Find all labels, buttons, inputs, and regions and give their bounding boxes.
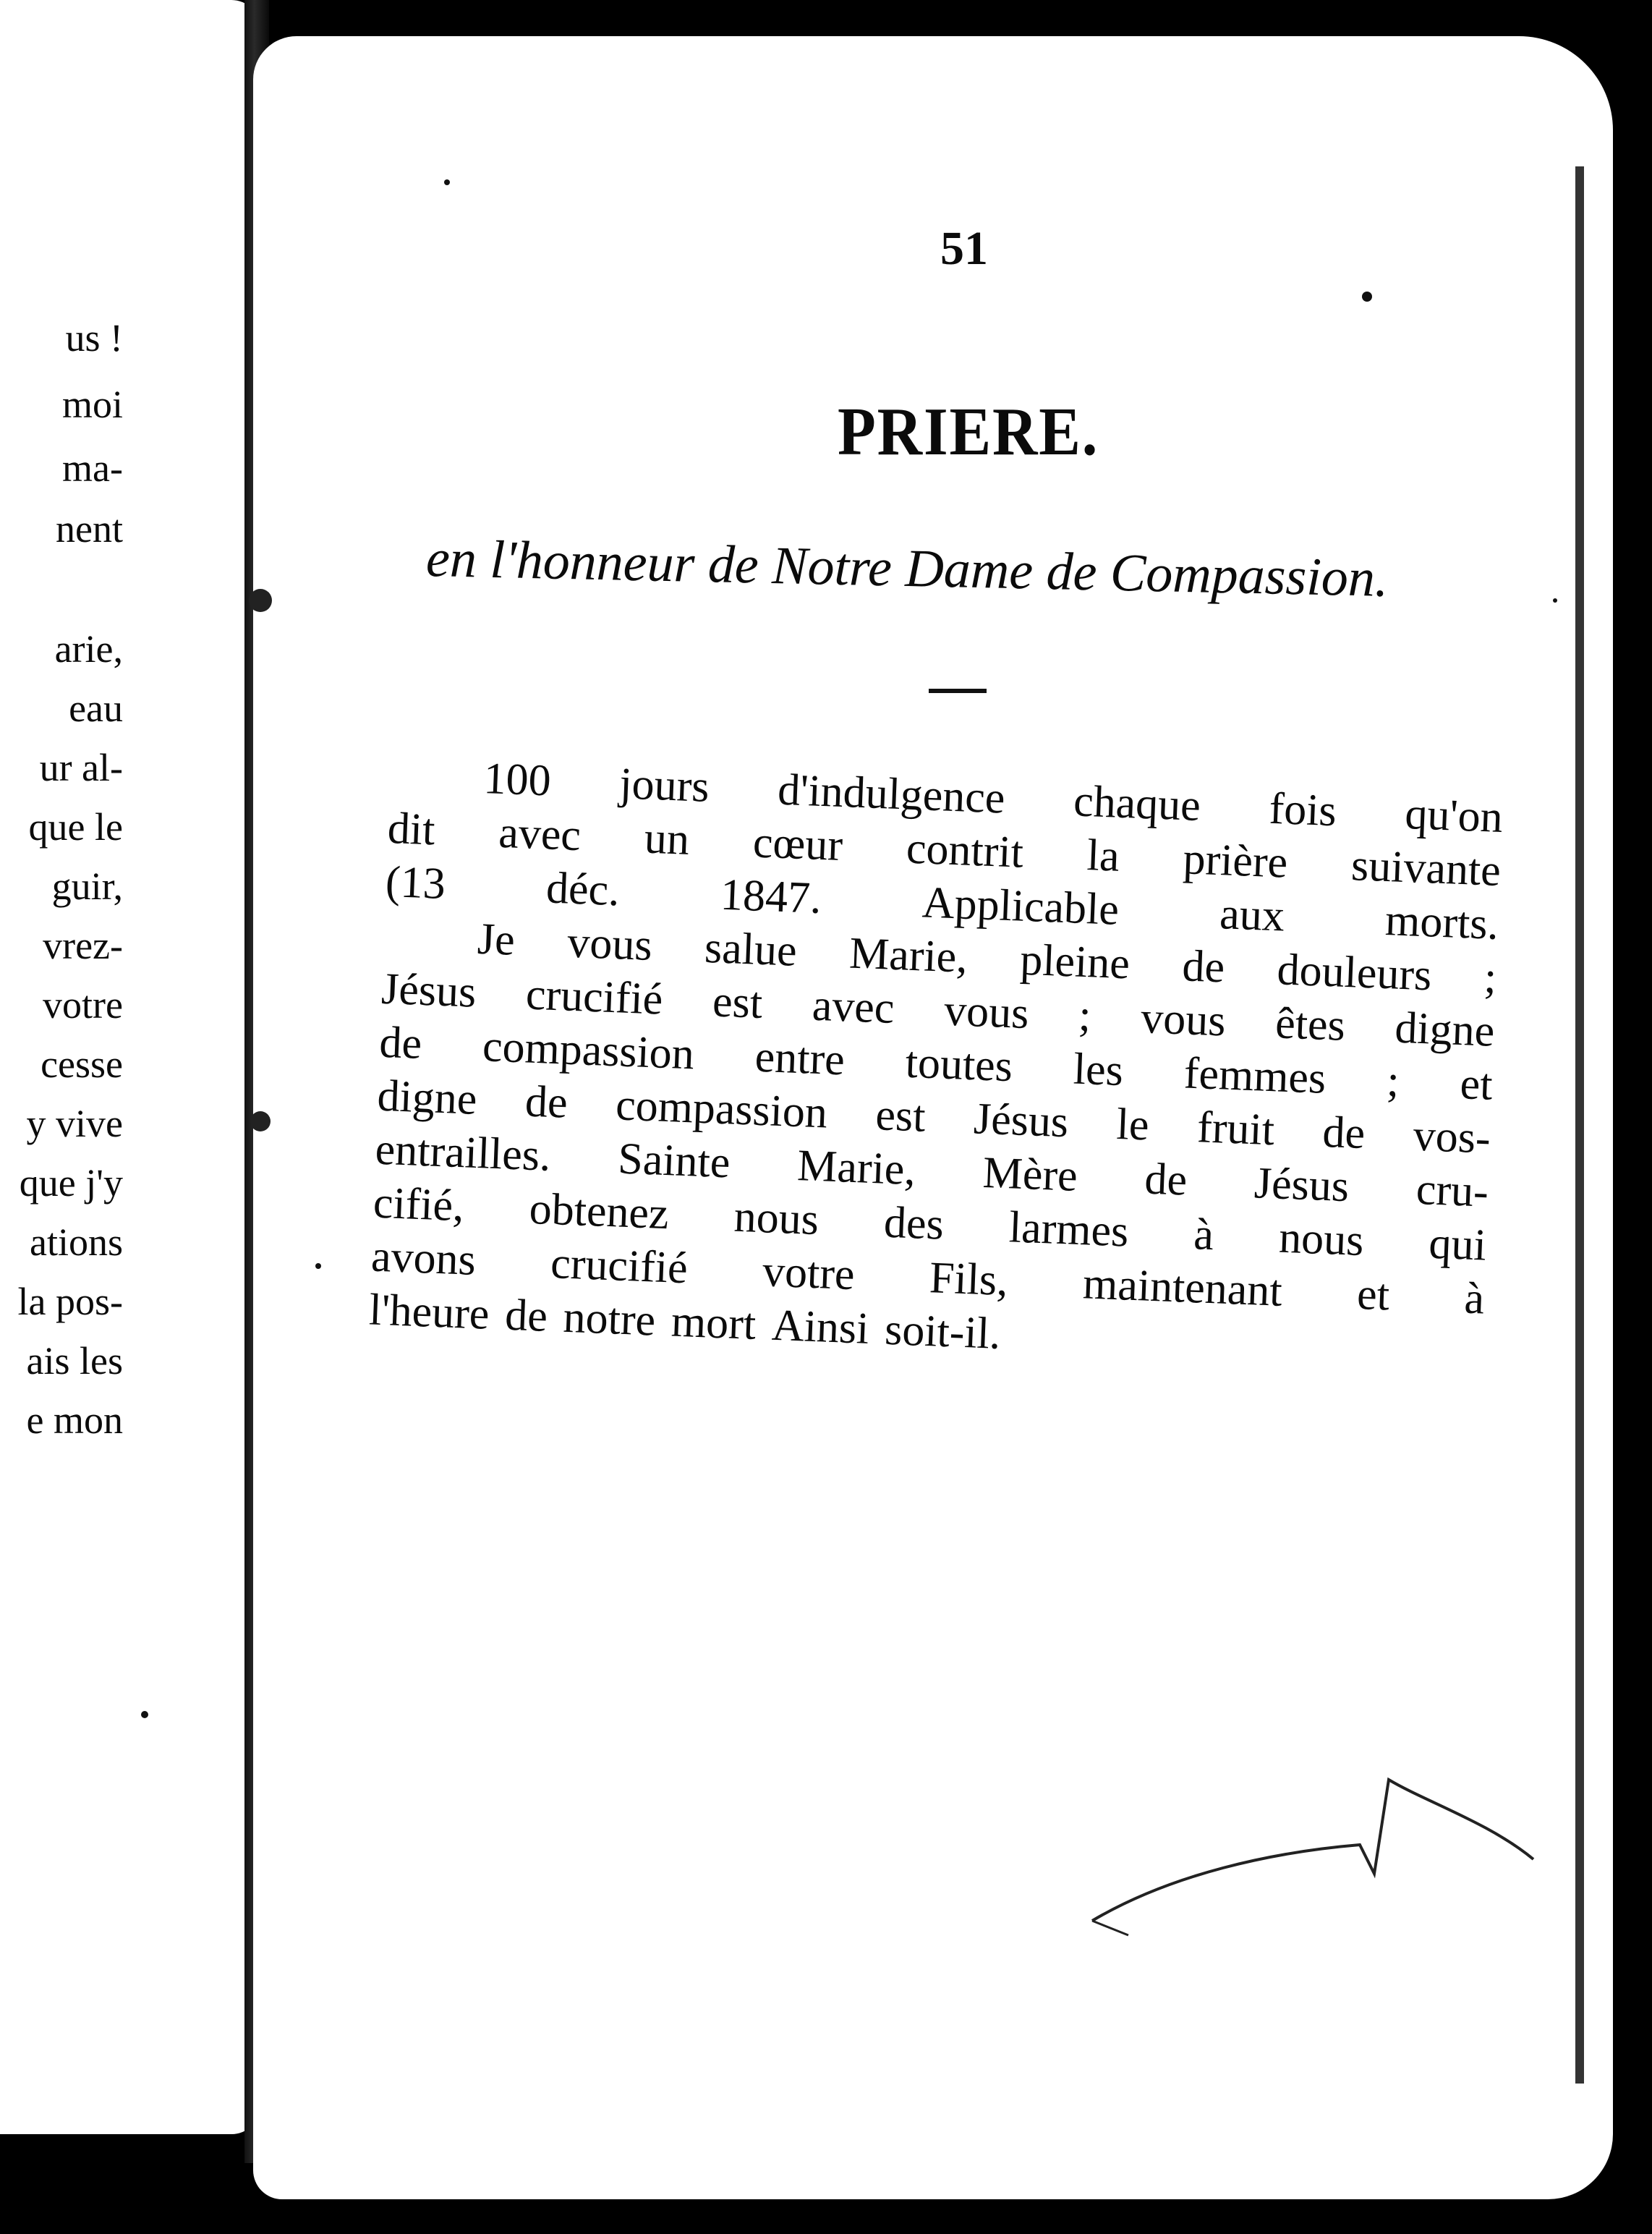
body-word: le <box>1115 1099 1150 1150</box>
body-word: digne <box>376 1071 478 1124</box>
body-word: notre <box>562 1292 657 1346</box>
page-subtitle: en l'honneur de Notre Dame de Compassion. <box>425 528 1389 608</box>
body-word: crucifié <box>524 969 664 1024</box>
prayer-body <box>368 752 1504 1384</box>
body-word: est <box>874 1090 927 1142</box>
left-line: eau <box>69 687 123 730</box>
body-word: compassion <box>481 1022 696 1079</box>
body-word: de <box>504 1290 549 1341</box>
body-word: obtenez <box>528 1184 670 1239</box>
body-word: douleurs <box>1276 945 1433 1001</box>
body-word: à <box>1193 1210 1215 1260</box>
body-word: les <box>1072 1044 1125 1096</box>
left-line: ma- <box>62 446 123 490</box>
body-word: Jésus <box>1253 1158 1350 1212</box>
body-word: est <box>711 977 764 1028</box>
body-word: cifié, <box>372 1178 465 1231</box>
body-word: Sainte <box>617 1134 731 1188</box>
body-word: ; <box>1077 990 1092 1041</box>
left-line: arie, <box>54 627 123 671</box>
body-word: Marie, <box>796 1141 917 1195</box>
left-line: votre <box>43 983 123 1027</box>
left-line: ais les <box>26 1339 123 1383</box>
left-line: que le <box>28 805 123 849</box>
body-word: Jésus <box>380 964 477 1017</box>
body-word: vos- <box>1412 1110 1491 1163</box>
body-word: et <box>1459 1059 1494 1110</box>
body-word: cœur <box>752 817 844 871</box>
body-word: aux <box>1219 889 1286 941</box>
body-word: de <box>378 1017 423 1069</box>
body-word: jours <box>618 759 710 812</box>
body-word: cru- <box>1415 1164 1490 1217</box>
body-word: qu'on <box>1404 789 1504 843</box>
body-word: entre <box>754 1032 846 1085</box>
body-word: fruit <box>1196 1103 1276 1155</box>
body-word: vous <box>943 985 1030 1039</box>
body-word: morts. <box>1384 895 1500 949</box>
body-word: avons <box>370 1231 477 1286</box>
body-word: et <box>1355 1269 1391 1320</box>
body-word: déc. <box>545 863 621 916</box>
body-word: vous <box>1140 993 1227 1046</box>
body-word: dit <box>386 803 436 855</box>
body-word: soit-il. <box>884 1304 1002 1359</box>
left-facing-page <box>0 0 260 2134</box>
body-word: Jésus <box>972 1094 1070 1147</box>
left-line: ations <box>30 1220 123 1264</box>
body-word: (13 <box>384 857 447 909</box>
left-line: guir, <box>51 865 123 908</box>
left-line: nent <box>56 507 123 551</box>
page-title: PRIERE. <box>838 394 1099 470</box>
body-word: Mère <box>982 1147 1078 1201</box>
body-word: votre <box>761 1246 856 1300</box>
body-word: avec <box>498 807 582 861</box>
left-line: e mon <box>26 1398 123 1442</box>
body-word: ; <box>1483 953 1498 1003</box>
left-line: y vive <box>26 1102 123 1145</box>
body-word: nous <box>733 1192 820 1245</box>
body-word: crucifié <box>550 1239 689 1294</box>
body-word: entrailles. <box>374 1124 552 1181</box>
page-number: 51 <box>940 222 988 275</box>
body-word: ; <box>1386 1056 1400 1106</box>
body-word: pleine <box>1019 935 1131 989</box>
body-word: contrit <box>905 823 1025 878</box>
body-word: larmes <box>1008 1202 1130 1257</box>
left-line: cesse <box>41 1042 123 1086</box>
body-word: à <box>1463 1273 1486 1324</box>
left-line: moi <box>61 383 123 426</box>
body-word: mort <box>670 1296 757 1349</box>
body-word: de <box>524 1076 569 1128</box>
body-word: Je <box>476 914 516 965</box>
body-word: digne <box>1394 1003 1496 1056</box>
body-word: nous <box>1278 1212 1365 1266</box>
body-word: de <box>1181 941 1226 993</box>
body-word: compassion <box>615 1080 829 1138</box>
body-word: de <box>1321 1107 1366 1159</box>
body-word: 100 <box>482 753 552 806</box>
body-word: êtes <box>1274 998 1347 1050</box>
body-word: maintenant <box>1082 1259 1283 1316</box>
body-word: d'indulgence <box>777 765 1006 823</box>
body-word: 1847. <box>719 870 822 923</box>
body-word: suivante <box>1350 841 1502 896</box>
body-word: fois <box>1268 783 1337 836</box>
body-word: vous <box>566 917 653 971</box>
title-divider <box>929 689 987 693</box>
body-word: l'heure <box>368 1285 490 1339</box>
left-line: ur al- <box>39 746 123 789</box>
left-line: us ! <box>65 316 123 360</box>
body-word: femmes <box>1183 1048 1327 1103</box>
pencil-squiggle-mark <box>1085 1765 1548 1946</box>
body-word: Ainsi <box>770 1300 870 1354</box>
body-word: un <box>643 813 691 865</box>
body-word: la <box>1086 831 1120 881</box>
body-word: Fils, <box>928 1253 1009 1306</box>
body-word: chaque <box>1073 776 1202 831</box>
body-word: de <box>1144 1154 1188 1205</box>
body-word: avec <box>811 980 895 1033</box>
left-line: la pos- <box>17 1280 123 1323</box>
body-word: salue <box>704 922 798 976</box>
left-line: vrez- <box>43 924 123 967</box>
left-line: que j'y <box>19 1161 123 1205</box>
body-word: toutes <box>904 1037 1014 1092</box>
body-word: qui <box>1428 1218 1488 1270</box>
body-word: prière <box>1182 834 1289 888</box>
body-word: des <box>882 1197 945 1249</box>
body-word: Marie, <box>848 928 969 982</box>
page-edge-shadow <box>1575 166 1584 2084</box>
body-word: Applicable <box>921 878 1120 935</box>
